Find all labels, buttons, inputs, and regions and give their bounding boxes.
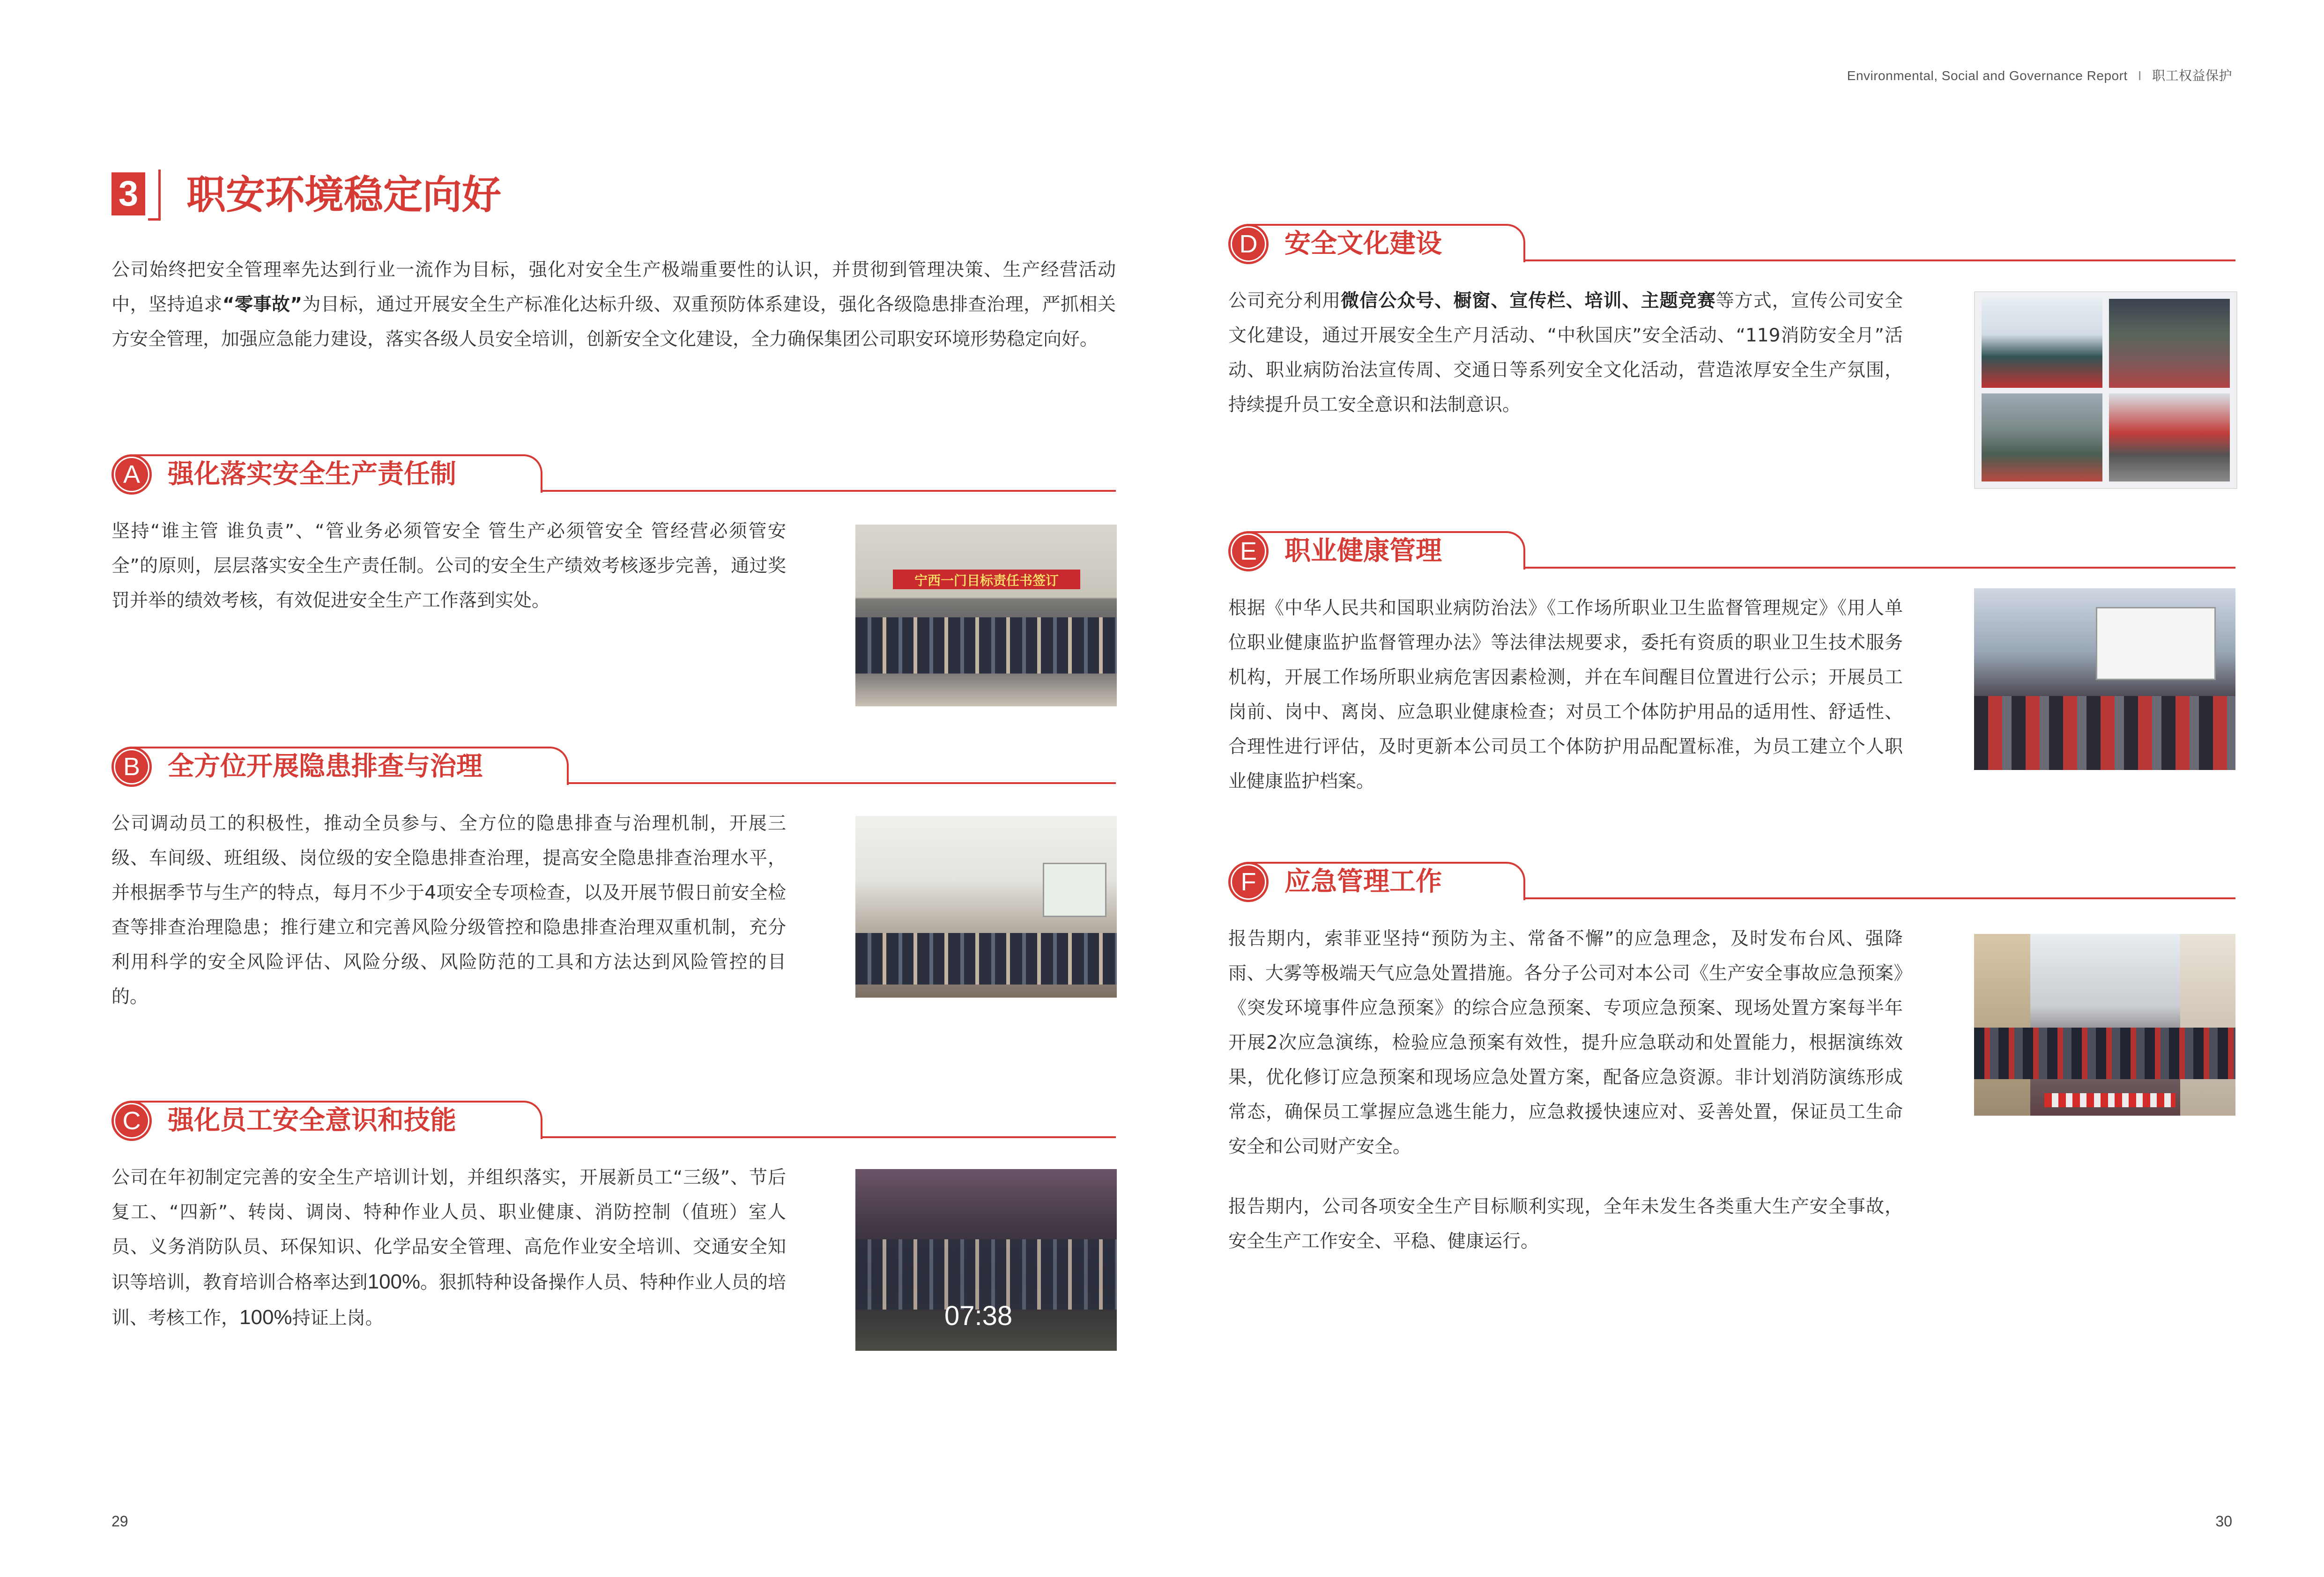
section-c-text-2: 。狠抓特种设备操作人员、特种作业人员的培训、考核工作， <box>111 1272 786 1329</box>
building-left <box>1974 934 2030 1116</box>
section-d-letter: D <box>1232 228 1265 260</box>
report-name: Environmental, Social and Governance Report <box>1847 68 2128 83</box>
collage-tile-2 <box>2109 299 2230 388</box>
section-a-letter: A <box>115 458 148 491</box>
section-b-title: 全方位开展隐患排查与治理 <box>168 751 483 782</box>
section-a-title: 强化落实安全生产责任制 <box>168 459 456 489</box>
page-number-right: 30 <box>2215 1513 2232 1530</box>
collage-tile-4 <box>2109 393 2230 481</box>
section-f-title: 应急管理工作 <box>1285 866 1442 897</box>
section-c-text-1: 公司在年初制定完善的安全生产培训计划，并组织落实，开展新员工“三级”、节后复工、“四新”、转岗、调岗、特种作业人员、职业健康、消防控制（值班）室人员、义务消防队员、环保知识、化学品安全管理、高危作业安全培训、交通安全知识等培训，教育培训合格率达到 <box>111 1167 786 1293</box>
intro-paragraph <box>111 253 1116 357</box>
section-c-photo <box>855 1169 1117 1351</box>
section-d-badge <box>1228 224 1269 264</box>
section-c-heading <box>111 1101 1116 1148</box>
page-number-left: 29 <box>111 1513 128 1530</box>
section-c-title: 强化员工安全意识和技能 <box>168 1105 456 1136</box>
closing-paragraph: 报告期内，公司各项安全生产目标顺利实现，全年未发生各类重大生产安全事故，安全生产工作安全、平稳、健康运行。 <box>1228 1196 1903 1252</box>
section-a-text: 坚持“谁主管 谁负责”、“管业务必须管安全 管生产必须管安全 管经营必须管安全”的原则，层层落实安全生产责任制。公司的安全生产绩效考核逐步完善，通过奖罚并举的绩效考核，有效促进安全生产工作落到实处。 <box>111 521 786 611</box>
section-e-heading <box>1228 531 2235 578</box>
section-e-photo <box>1974 588 2235 770</box>
section-d-photo-collage <box>1974 291 2237 489</box>
collage-tile-3 <box>1982 393 2102 481</box>
section-b-badge <box>111 747 152 787</box>
section-c-badge <box>111 1101 152 1141</box>
section-d-tab <box>1247 224 1525 262</box>
section-c-letter: C <box>115 1104 148 1137</box>
section-d-text <box>1228 284 1903 422</box>
section-b-letter: B <box>115 750 148 783</box>
section-f-badge <box>1228 862 1269 902</box>
section-a-photo <box>855 525 1117 706</box>
section-f-heading <box>1228 862 2235 909</box>
fire-extinguishers <box>2044 1093 2176 1107</box>
section-d-text-1: 公司充分利用 <box>1228 290 1341 311</box>
section-e-title: 职业健康管理 <box>1285 536 1442 566</box>
section-c-text <box>111 1161 786 1336</box>
section-e-letter: E <box>1232 535 1265 568</box>
group-people <box>855 617 1117 674</box>
presentation-screen <box>2096 607 2216 680</box>
chapter-number: 3 <box>111 172 145 215</box>
section-f-photo <box>1974 934 2235 1116</box>
section-f-text: 报告期内，索菲亚坚持“预防为主、常备不懈”的应急理念，及时发布台风、强降雨、大雾等极端天气应急处置措施。各分子公司对本公司《生产安全事故应急预案》《突发环境事件应急预案》的综合应急预案、专项应急预案、现场处置方案每半年开展2次应急演练，检验应急预案有效性，提升应急联动和处置能力，根据演练效果，优化修订应急预案和现场应急处置方案，配备应急资源。非计划消防演练形成常态，确保员工掌握应急逃生能力，应急救援快速应对、妥善处置，保证员工生命安全和公司财产安全。 <box>1228 928 1903 1157</box>
section-d-title: 安全文化建设 <box>1285 229 1442 259</box>
training-pass-rate: 100% <box>367 1270 421 1293</box>
section-d-text-2: 等方式，宣传公司安全文化建设，通过开展安全生产月活动、“中秋国庆”安全活动、“119消防安全月”活动、职业病防治法宣传周、交通日等系列安全文化活动，营造浓厚安全生产氛围，持续提升员工安全意识和法制意识。 <box>1228 290 1903 415</box>
intro-text-2: 为目标，通过开展安全生产标准化达标升级、双重预防体系建设，强化各级隐患排查治理，严抓相关方安全管理，加强应急能力建设，落实各级人员安全培训，创新安全文化建设，全力确保集团公司职安环境形势稳定向好。 <box>111 294 1116 350</box>
meeting-people <box>855 933 1117 985</box>
section-f-tab <box>1247 862 1525 900</box>
section-a-heading <box>111 454 1116 501</box>
section-a-tab <box>130 454 542 493</box>
intro-text-1: 公司始终把安全管理率先达到行业一流作为目标，强化对安全生产极端重要性的认识，并贯彻到管理决策、生产经营活动中，坚持追求 <box>111 259 1116 315</box>
section-b-photo <box>855 816 1117 998</box>
section-e-text: 根据《中华人民共和国职业病防治法》《工作场所职业卫生监督管理规定》《用人单位职业健康监护监督管理办法》等法律法规要求，委托有资质的职业卫生技术服务机构，开展工作场所职业病危害因素检测，并在车间醒目位置进行公示；开展员工岗前、岗中、离岗、应急职业健康检查；对员工个体防护用品的适用性、舒适性、合理性进行评估，及时更新本公司员工个体防护用品配置标准，为员工建立个人职业健康监护档案。 <box>1228 598 1903 792</box>
section-a-badge <box>111 454 152 495</box>
section-d-channels: 微信公众号、橱窗、宣传栏、培训、主题竞赛 <box>1341 290 1716 311</box>
section-b-text: 公司调动员工的积极性，推动全员参与、全方位的隐患排查与治理机制，开展三级、车间级、班组级、岗位级的安全隐患排查治理，提高安全隐患排查治理水平，并根据季节与生产的特点，每月不少于4项安全专项检查，以及开展节假日前安全检查等排查治理隐患；推行建立和完善风险分级管控和隐患排查治理双重机制，充分利用科学的安全风险评估、风险分级、风险防范的工具和方法达到风险管控的目的。 <box>111 813 786 1007</box>
section-b-tab <box>130 747 569 785</box>
section-c-tab <box>130 1101 542 1139</box>
section-f-letter: F <box>1232 866 1265 898</box>
drill-participants <box>1974 1028 2235 1079</box>
building-right <box>2180 934 2235 1116</box>
chapter-number-bracket <box>148 170 161 221</box>
collage-tile-1 <box>1982 299 2102 388</box>
intro-highlight: “零事故” <box>222 294 303 315</box>
section-name: 职工权益保护 <box>2152 68 2232 83</box>
section-e-tab <box>1247 531 1525 570</box>
photo-timestamp: 07:38 <box>944 1301 1013 1331</box>
section-e-badge <box>1228 531 1269 571</box>
running-header <box>1847 66 2232 84</box>
chapter-title-text: 职安环境稳定向好 <box>186 172 502 218</box>
audience <box>1974 696 2235 770</box>
section-d-heading <box>1228 224 2235 271</box>
projector-screen <box>1043 863 1106 917</box>
header-separator: I <box>2138 68 2142 83</box>
banner-text: 宁西一门目标责任书签订 <box>914 573 1059 588</box>
section-c-text-3: 持证上岗。 <box>292 1308 384 1329</box>
certified-rate: 100% <box>239 1306 292 1329</box>
section-b-heading <box>111 747 1116 793</box>
training-crowd <box>855 1239 1117 1310</box>
